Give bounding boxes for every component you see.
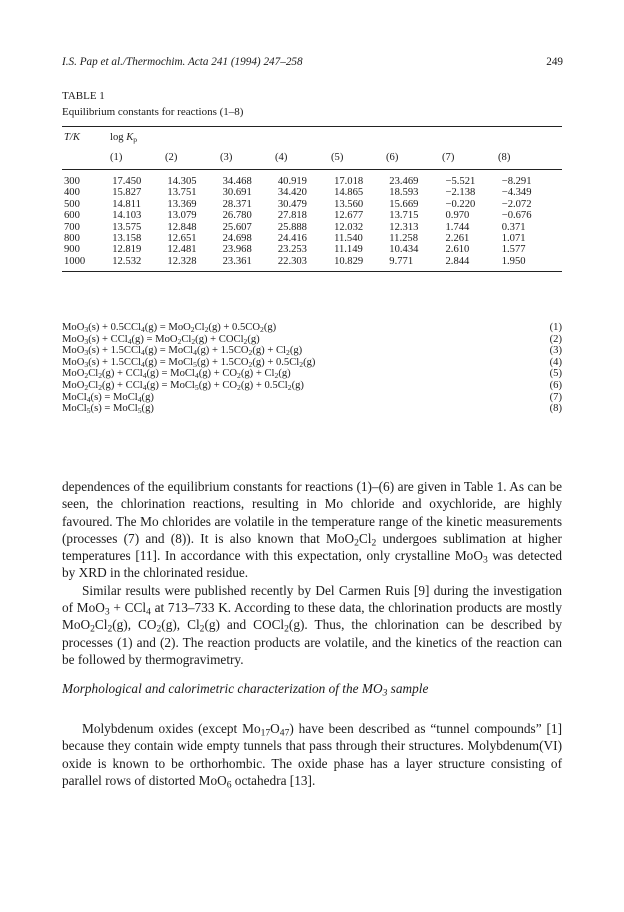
logk-cell: 14.865: [334, 187, 364, 199]
table-bottom-rule: [62, 271, 562, 272]
table-row: [62, 256, 562, 267]
logk-cell: 34.420: [277, 187, 307, 199]
logk-cell: 27.818: [277, 210, 307, 222]
column-number: (3): [220, 152, 233, 163]
body-text-top: [62, 478, 562, 668]
temperature-cell: 400: [64, 187, 80, 199]
reaction-equation: [62, 403, 562, 415]
table-row: [62, 222, 562, 233]
reaction-number: (3): [549, 345, 562, 357]
reaction-equation: [62, 345, 562, 357]
equilibrium-table: [62, 126, 562, 272]
column-number: (7): [442, 152, 455, 163]
logk-cell: 17.018: [334, 176, 364, 187]
logk-cell: 15.669: [389, 198, 419, 210]
reaction-number: (8): [549, 403, 562, 415]
reaction-formula: $MoO_2Cl_2(g) + CCl_4(g)$ = MoCl$_5$(g) + $CO_2(g) + 0.5Cl_2(g)$: [62, 379, 304, 392]
reaction-list: [62, 322, 562, 415]
reaction-formula: MoO$_3$(s) + 1.5CCl$_4$(g) = MoCl$_4$(g) + $1.5CO_2(g) + Cl_2(g)$: [62, 345, 303, 358]
table-label: TABLE 1: [62, 90, 105, 102]
logk-cell: 12.651: [167, 233, 197, 245]
logk-cell: 0.371: [501, 221, 526, 233]
temperature-cell: 300: [64, 176, 80, 187]
logk-cell: 24.698: [222, 233, 252, 245]
logk-cell: 14.103: [112, 210, 142, 222]
logk-cell: 23.253: [277, 244, 307, 256]
logk-cell: −4.349: [501, 187, 532, 199]
logk-cell: 14.811: [112, 198, 141, 210]
reaction-number: (4): [549, 356, 562, 368]
logk-cell: 11.258: [389, 233, 419, 245]
logk-cell: 28.371: [222, 198, 252, 210]
logk-cell: 23.968: [222, 244, 252, 256]
logk-cell: 13.560: [334, 198, 364, 210]
logk-cell: 12.328: [167, 255, 197, 267]
logk-cell: 12.819: [112, 244, 142, 256]
logk-cell: 10.829: [334, 255, 364, 267]
table-row: [62, 176, 562, 187]
data-table: [62, 176, 562, 267]
reaction-equation: [62, 380, 562, 392]
paragraph-3: Molybdenum oxides (except $Mo_{17}O_{47}$) have been described as “tunnel compounds” [1] because they contain wide empty tunnels that pass through their structures. Molybdenum(VI) oxide is known to be orthorhombic. The oxide phase has a layer structure consisting of parallel rows of distorted MoO$_6$ octahedra [13].: [62, 721, 563, 791]
logk-cell: 1.950: [501, 255, 526, 267]
column-number-row: [62, 149, 562, 169]
column-number: (5): [331, 152, 344, 163]
logk-cell: 13.369: [167, 198, 197, 210]
table-row: [62, 233, 562, 244]
column-number: (6): [386, 152, 399, 163]
logk-cell: 34.468: [222, 176, 252, 187]
reaction-formula: $MoO_2Cl_2(g) + CCl_4(g)$ = MoCl$_4$(g) + $CO_2(g) + Cl_2(g)$: [62, 368, 291, 381]
logk-cell: 12.032: [334, 221, 364, 233]
reaction-number: (1): [549, 322, 562, 333]
logk-cell: 25.607: [222, 221, 252, 233]
section-heading: Morphological and calorimetric characterization of the $MO_3$ sample: [62, 681, 429, 699]
logk-cell: 13.158: [112, 233, 142, 245]
logk-cell: 22.303: [277, 255, 307, 267]
logk-cell: 12.532: [112, 255, 142, 267]
logk-cell: −0.220: [445, 198, 476, 210]
table-mid-rule: [62, 169, 562, 170]
logk-cell: 24.416: [277, 233, 307, 245]
temperature-cell: 1000: [64, 255, 86, 267]
reaction-equation: [62, 357, 562, 369]
temperature-cell: 700: [64, 221, 80, 233]
logk-cell: −2.072: [501, 198, 532, 210]
reaction-equation: [62, 392, 562, 404]
logk-cell: 13.751: [167, 187, 197, 199]
table-row: [62, 187, 562, 198]
logk-cell: 11.540: [334, 233, 363, 245]
logk-cell: 14.305: [167, 176, 197, 187]
column-number: (1): [110, 152, 123, 163]
reaction-equation: [62, 334, 562, 346]
temperature-cell: 500: [64, 198, 80, 210]
logk-cell: 25.888: [277, 221, 307, 233]
table-header-top: [62, 127, 562, 149]
temperature-cell: 800: [64, 233, 80, 245]
column-number: (2): [165, 152, 178, 163]
logk-cell: 17.450: [112, 176, 142, 187]
citation: I.S. Pap et al./Thermochim. Acta 241 (1994) 247–258: [62, 56, 303, 68]
reaction-number: (2): [549, 333, 562, 345]
page-number: 249: [546, 56, 563, 68]
logk-cell: 1.577: [501, 244, 526, 256]
temperature-cell: 600: [64, 210, 80, 222]
logk-cell: 11.149: [334, 244, 363, 256]
temp-header: T/K: [64, 132, 80, 143]
logk-cell: 30.479: [277, 198, 307, 210]
table-caption: [62, 88, 243, 120]
reaction-number: (7): [549, 391, 562, 403]
logk-cell: 13.575: [112, 221, 142, 233]
logk-cell: 12.481: [167, 244, 197, 256]
logk-cell: 13.079: [167, 210, 197, 222]
logk-cell: 2.261: [445, 233, 470, 245]
reaction-formula: MoCl$_5$(s) = MoCl$_5$(g): [62, 403, 154, 416]
logk-cell: 12.313: [389, 221, 419, 233]
logk-cell: 2.844: [445, 255, 470, 267]
temperature-cell: 900: [64, 244, 80, 256]
reaction-formula: MoO$_3$(s) + 1.5CCl$_4$(g) = MoCl$_5$(g) + $1.5CO_2(g) + 0.5Cl_2(g)$: [62, 356, 316, 369]
logk-cell: −8.291: [501, 176, 532, 187]
logk-cell: 26.780: [222, 210, 252, 222]
logk-cell: 40.919: [277, 176, 307, 187]
logk-cell: 2.610: [445, 244, 470, 256]
table-row: [62, 199, 562, 210]
logk-cell: 30.691: [222, 187, 252, 199]
logk-cell: 1.744: [445, 221, 470, 233]
logk-cell: 1.071: [501, 233, 526, 245]
logk-cell: −5.521: [445, 176, 476, 187]
logk-cell: 23.361: [222, 255, 252, 267]
reaction-formula: MoCl$_4$(s) = MoCl$_4$(g): [62, 391, 154, 404]
logk-header: $\log K_p$: [110, 132, 138, 144]
logk-cell: 10.434: [389, 244, 419, 256]
logk-cell: 0.970: [445, 210, 470, 222]
reaction-formula: $MoO_3(s) + 0.5CCl_4(g) = MoO_2Cl_2(g) + 0.5CO_2(g)$: [62, 322, 277, 334]
logk-cell: 12.848: [167, 221, 197, 233]
logk-cell: 13.715: [389, 210, 419, 222]
reaction-equation: [62, 322, 562, 334]
body-text-bottom: [62, 720, 562, 789]
table-row: [62, 244, 562, 255]
logk-cell: 18.593: [389, 187, 419, 199]
logk-cell: −2.138: [445, 187, 476, 199]
table-row: [62, 210, 562, 221]
logk-cell: −0.676: [501, 210, 532, 222]
table-title: Equilibrium constants for reactions (1–8): [62, 106, 244, 118]
column-number: (8): [498, 152, 511, 163]
column-number: (4): [275, 152, 288, 163]
paragraph-2: Similar results were published recently by Del Carmen Ruis [9] during the investigation of MoO$_3$ + CCl$_4$ at 713–733 K. According to these data, the chlorination products are mostly $MoO_2Cl_2(g)$, $CO_2(g)$, $Cl_2(g)$ and COCl$_2$(g). Thus, the chlorination can be described by processes (1) and (2). The reaction products are volatile, and the kinetics of the reaction can be followed by thermogravimetry.: [62, 582, 563, 667]
logk-cell: 15.827: [112, 187, 142, 199]
logk-cell: 9.771: [389, 255, 414, 267]
logk-cell: 23.469: [389, 176, 419, 187]
reaction-number: (5): [549, 368, 562, 380]
running-head: [62, 56, 564, 68]
reaction-formula: $MoO_3(s) + CCl_4(g) = MoO_2Cl_2(g)$ + COCl$_2$(g): [62, 333, 260, 346]
paragraph-1: dependences of the equilibrium constants for reactions (1)–(6) are given in Table 1. As can be seen, the chlorination reactions, resulting in Mo chloride and oxychloride, are highly favoured. The Mo chlorides are volatile in the temperature range of the kinetic measurements (processes (7) and (8)). It is also known that $MoO_2Cl_2$ undergoes sublimation at higher temperatures [11]. In accordance with this expectation, only crystalline MoO$_3$ was detected by XRD in the chlorinated residue.: [62, 479, 562, 581]
logk-cell: 12.677: [334, 210, 364, 222]
reaction-equation: [62, 368, 562, 380]
reaction-number: (6): [549, 379, 562, 391]
